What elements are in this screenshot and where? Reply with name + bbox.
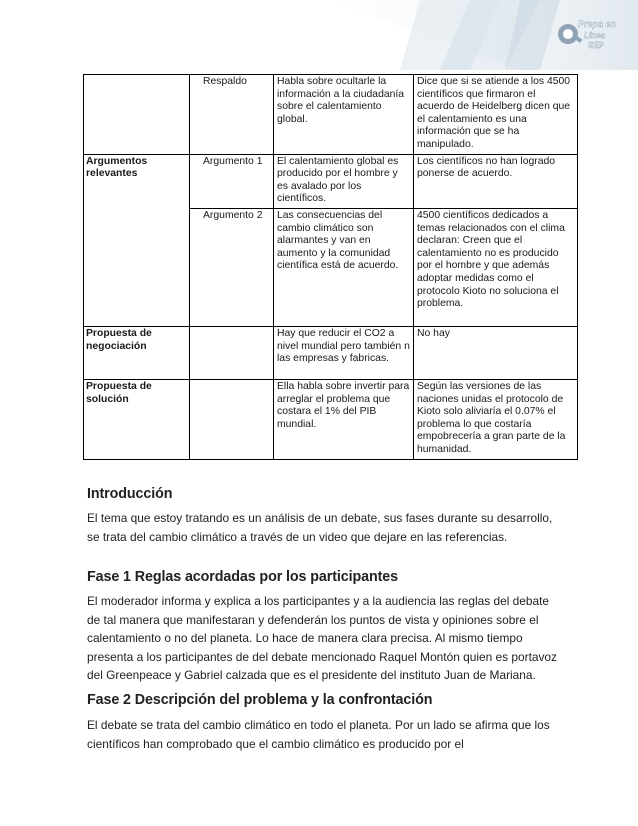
table-cell-position-a: Habla sobre ocultarle la información a la ciudadanía sobre el calentamiento global. xyxy=(274,75,414,155)
table-cell-position-a: Hay que reducir el CO2 a nivel mundial pero también n las empresas y fabricas. xyxy=(274,326,414,379)
table-cell-argument: Argumento 1 xyxy=(190,154,274,208)
table-cell-label: Propuesta de negociación xyxy=(84,326,190,379)
table-row xyxy=(84,326,578,379)
section-heading-fase-2: Fase 2 Descripción del problema y la confrontación xyxy=(87,692,433,708)
debate-table xyxy=(83,74,578,460)
header-decoration xyxy=(0,0,638,70)
svg-text:SEP: SEP xyxy=(588,41,605,50)
section-heading-introduccion: Introducción xyxy=(87,486,173,502)
svg-text:Línea: Línea xyxy=(584,31,605,40)
section-body-fase-1: El moderador informa y explica a los participantes y a la audiencia las reglas del debate de tal manera que manifestaran y defenderán los puntos de vista y opiniones sobre el calentamiento o no del planeta. Lo hace de manera clara precisa. Al mismo tiempo presenta a los participantes de del debate mencionado Raquel Montón quien es portavoz del Greenpeace y Gabriel calzada que es el presidente del instituto Juan de Mariana. xyxy=(87,594,557,683)
table-cell-position-b: 4500 científicos dedicados a temas relacionados con el clima declaran: Creen que el calentamiento no es producido por el hombre y que además adoptar medidas como el protocolo Kioto no soluciona el problema. xyxy=(414,208,578,326)
table-cell-label xyxy=(84,75,190,155)
table-cell-label: Propuesta de solución xyxy=(84,379,190,459)
table-cell-position-b: Según las versiones de las naciones unidas el protocolo de Kioto solo aliviaría el 0.07% el problema lo que costaría empobrecería a gran parte de la humanidad. xyxy=(414,379,578,459)
table-cell-position-b: Dice que si se atiende a los 4500 científicos que firmaron el acuerdo de Heidelberg dicen que el calentamiento es una información que se ha manipulado. xyxy=(414,75,578,155)
svg-text:Prepa en: Prepa en xyxy=(578,19,617,29)
table-cell-argument: Respaldo xyxy=(190,75,274,155)
table-row xyxy=(84,379,578,459)
table-cell-argument xyxy=(190,326,274,379)
table-cell-argument: Argumento 2 xyxy=(190,208,274,326)
table-row xyxy=(84,75,578,155)
table-cell-position-a: Las consecuencias del cambio climático son alarmantes y van en aumento y la comunidad científica está de acuerdo. xyxy=(274,208,414,326)
prepa-en-linea-logo xyxy=(556,14,622,54)
section-body-fase-2: El debate se trata del cambio climático en todo el planeta. Por un lado se afirma que los científicos han comprobado que el cambio climático es producido por el xyxy=(87,718,550,751)
table-cell-position-a: El calentamiento global es producido por el hombre y es avalado por los científicos. xyxy=(274,154,414,208)
table-cell-argument xyxy=(190,379,274,459)
table-row xyxy=(84,154,578,208)
table-cell-position-a: Ella habla sobre invertir para arreglar el problema que costara el 1% del PIB mundial. xyxy=(274,379,414,459)
table-cell-label: Argumentos relevantes xyxy=(84,154,190,326)
section-body-introduccion: El tema que estoy tratando es un análisis de un debate, sus fases durante su desarrollo, se trata del cambio climático a través de un video que dejare en las referencias. xyxy=(87,511,553,544)
table-cell-position-b: No hay xyxy=(414,326,578,379)
table-cell-position-b: Los científicos no han logrado ponerse de acuerdo. xyxy=(414,154,578,208)
section-heading-fase-1: Fase 1 Reglas acordadas por los participantes xyxy=(87,569,398,585)
